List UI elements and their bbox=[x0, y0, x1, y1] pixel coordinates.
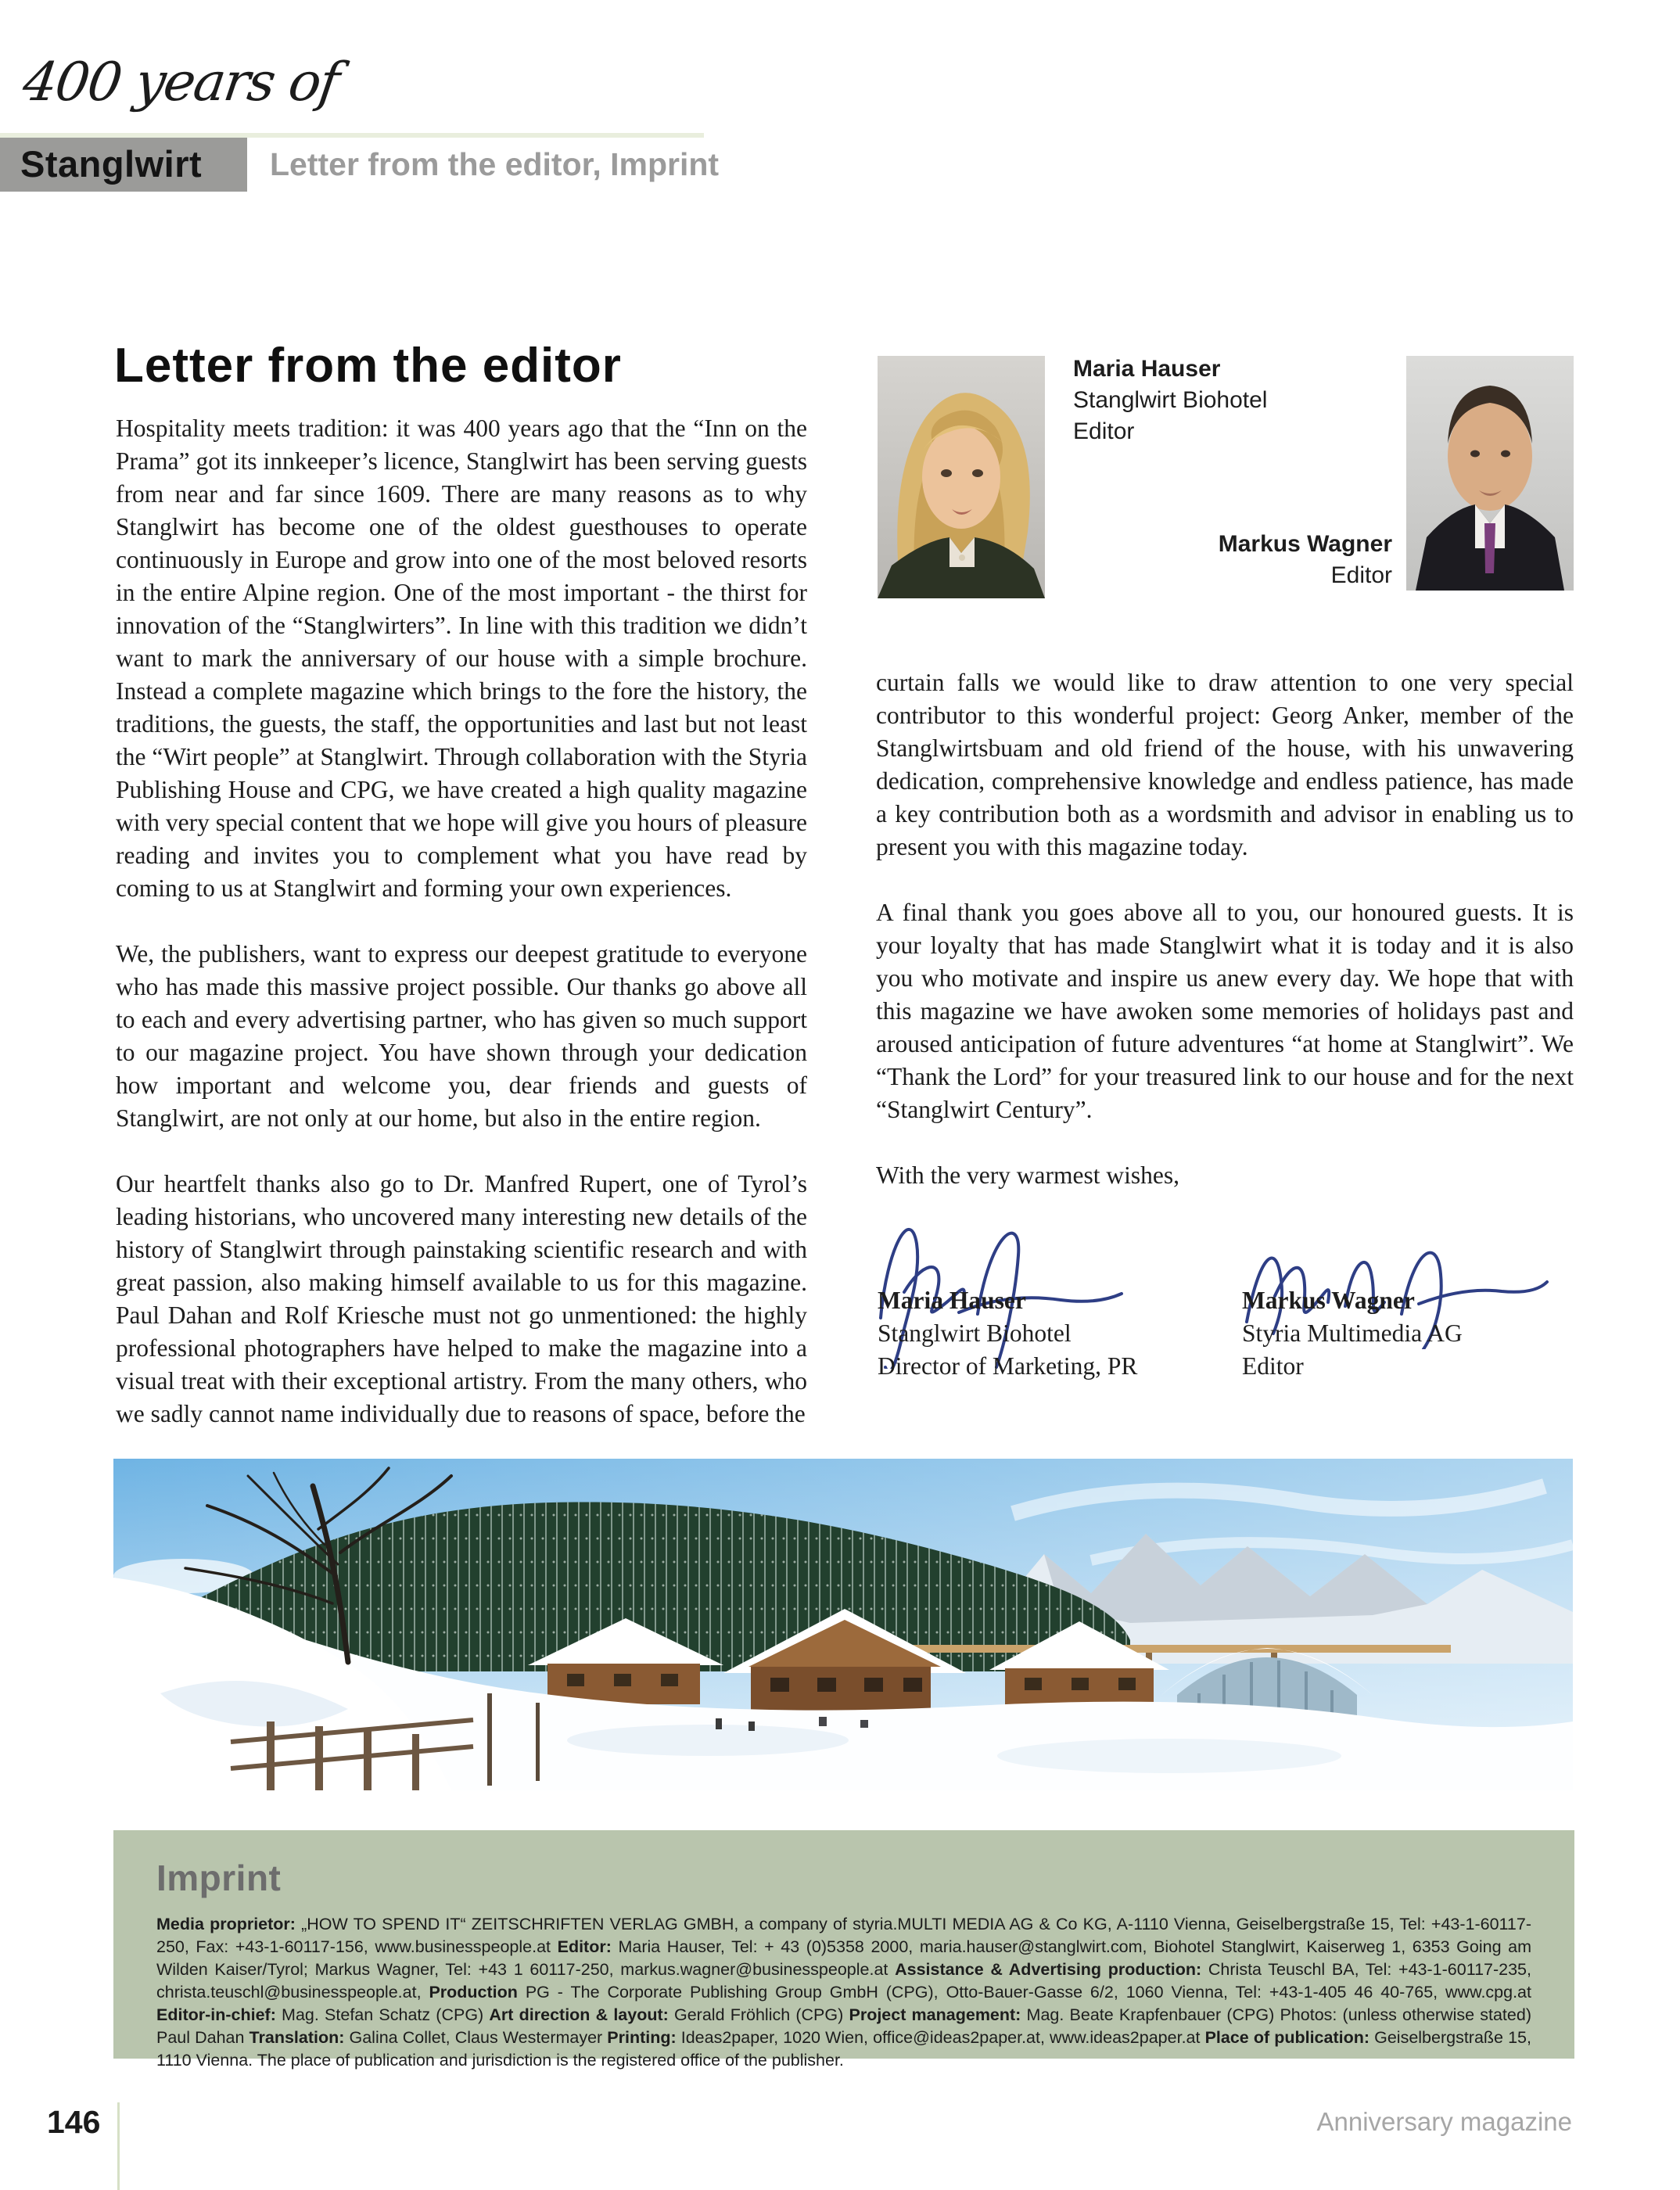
stanglwirt-logo-text: Stanglwirt bbox=[20, 143, 203, 185]
signatory-org: Stanglwirt Biohotel bbox=[878, 1319, 1072, 1347]
letter-paragraph-3: Our heartfelt thanks also go to Dr. Manfred Rupert, one of Tyrol’s leading historians, who uncovered many interesting new details of the history of Stanglwirt through painstaking scientific research and with great passion, also making himself available to us for this magazine. Paul Dahan and Rolf Kriesche must not go unmentioned: the highly professional photographers have helped to make the magazine into a visual treat with their exceptional artistry. From the many others, who we sadly cannot name individually due to reasons of space, before the bbox=[116, 1170, 807, 1427]
letter-closing-line: With the very warmest wishes, bbox=[876, 1161, 1180, 1189]
signatory-org: Styria Multimedia AG bbox=[1242, 1319, 1463, 1347]
logo-400-years-script: 400 years of bbox=[19, 52, 343, 113]
markus-wagner-photo bbox=[1406, 356, 1574, 591]
maria-hauser-photo bbox=[878, 356, 1045, 598]
caption-name: Maria Hauser bbox=[1073, 356, 1221, 382]
maria-signature-block bbox=[878, 1284, 1137, 1383]
imprint-text: Media proprietor: „HOW TO SPEND IT“ ZEITSCHRIFTEN VERLAG GMBH, a company of styria.MULTI MEDIA AG & Co KG, A-1110 Vienna, Geiselbergstraße 15, Tel: +43-1-60117-250, Fax: +43-1-60117-156, www.businesspeople.at Editor: Maria Hauser, Tel: + 43 (0)5358 2000, maria.hauser@stanglwirt.com, Biohotel Stanglwirt, Kaiserweg 1, 6353 Going am Wilden Kaiser/Tyrol; Markus Wagner, Tel: +43 1 60117-250, markus.wagner@businesspeople.at Assistance & Advertising production: Christa Teuschl BA, Tel: +43-1-60117-235, christa.teuschl@businesspeople.at, Production PG - The Corporate Publishing Group GmbH (CPG), Otto-Bauer-Gasse 6/2, 1060 Vienna, Tel: +43-1-405 46 40-765, www.cpg.at Editor-in-chief: Mag. Stefan Schatz (CPG) Art direction & layout: Gerald Fröhlich (CPG) Project management: Mag. Beate Krapfenbauer (CPG) Photos: (unless otherwise stated) Paul Dahan Translation: Galina Collet, Claus Westermayer Printing: Ideas2paper, 1020 Wien, office@ideas2paper.at, www.ideas2paper.at Place of publication: Geiselbergstraße 15, 1110 Vienna. The place of publication and jurisdiction is the registered office of the publisher. bbox=[156, 1915, 1531, 2070]
article-title: Letter from the editor bbox=[114, 339, 622, 393]
page-number: 146 bbox=[47, 2104, 101, 2140]
letter-paragraph-4: curtain falls we would like to draw attention to one very special contributor to this wonderful project: Georg Anker, member of the Stanglwirtsbuam and old friend of the house, with his unwavering dedication, comprehensive knowledge and endless patience, has made a key contribution both as a wordsmith and advisor in enabling us to present you with this magazine today. bbox=[876, 669, 1574, 860]
markus-photo-caption bbox=[1118, 529, 1392, 591]
imprint-title: Imprint bbox=[156, 1858, 282, 1898]
caption-org: Stanglwirt Biohotel bbox=[1073, 387, 1268, 413]
letter-paragraph-1: Hospitality meets tradition: it was 400 years ago that the “Inn on the Prama” got its innkeeper’s licence, Stanglwirt has been serving guests from near and far since 1609. There are many reasons as to why Stanglwirt has become one of the oldest guesthouses to operate continuously in Europe and grow into one of the most beloved resorts in the entire Alpine region. One of the most important - the thirst for innovation of the “Stanglwirters”. In line with this tradition we didn’t want to mark the anniversary of our house with a simple brochure. Instead a complete magazine which brings to the fore the history, the traditions, the guests, the staff, the opportunities and last but not least the “Wirt people” at Stanglwirt. Through collaboration with the Styria Publishing House and CPG, we have created a high quality magazine with very special content that we hope will give you hours of pleasure reading and invites you to complement what you have read by coming to us at Stanglwirt and forming your own experiences. bbox=[116, 415, 807, 902]
letter-paragraph-5: A final thank you goes above all to you, our honoured guests. It is your loyalty that has made Stanglwirt what it is today and it is also you who motivate and inspire us anew every day. We hope that with this magazine we have awoken some memories of holidays past and aroused anticipation of future adventures “at home at Stanglwirt”. We “Thank the Lord” for your treasured link to our house and for the next “Stanglwirt Century”. bbox=[876, 899, 1574, 1123]
footer-rule bbox=[117, 2102, 120, 2190]
stanglwirt-logo-bar bbox=[0, 138, 247, 192]
footer-magazine-label: Anniversary magazine bbox=[1316, 2107, 1572, 2136]
markus-signature-block bbox=[1242, 1284, 1463, 1383]
letter-paragraph-2: We, the publishers, want to express our deepest gratitude to everyone who has made this massive project possible. Our thanks go above all to each and every advertising partner, who has given so much support to our magazine project. You have shown through your dedication how important and welcome you, dear friends and guests of Stanglwirt, are not only at our home, but also in the entire region. bbox=[116, 940, 807, 1132]
resort-winter-photo bbox=[113, 1459, 1573, 1790]
signatory-name: Markus Wagner bbox=[1242, 1287, 1415, 1314]
signatory-role: Director of Marketing, PR bbox=[878, 1352, 1138, 1380]
caption-role: Editor bbox=[1073, 418, 1135, 444]
letter-column-1 bbox=[116, 412, 807, 1463]
caption-name: Markus Wagner bbox=[1218, 531, 1392, 557]
page-header-title: Letter from the editor, Imprint bbox=[270, 146, 720, 182]
letter-column-2 bbox=[876, 666, 1574, 1225]
signatory-role: Editor bbox=[1242, 1352, 1304, 1380]
imprint-box bbox=[113, 1830, 1574, 2070]
signatory-name: Maria Hauser bbox=[878, 1287, 1026, 1314]
caption-role: Editor bbox=[1330, 562, 1392, 588]
maria-photo-caption bbox=[1073, 354, 1267, 447]
